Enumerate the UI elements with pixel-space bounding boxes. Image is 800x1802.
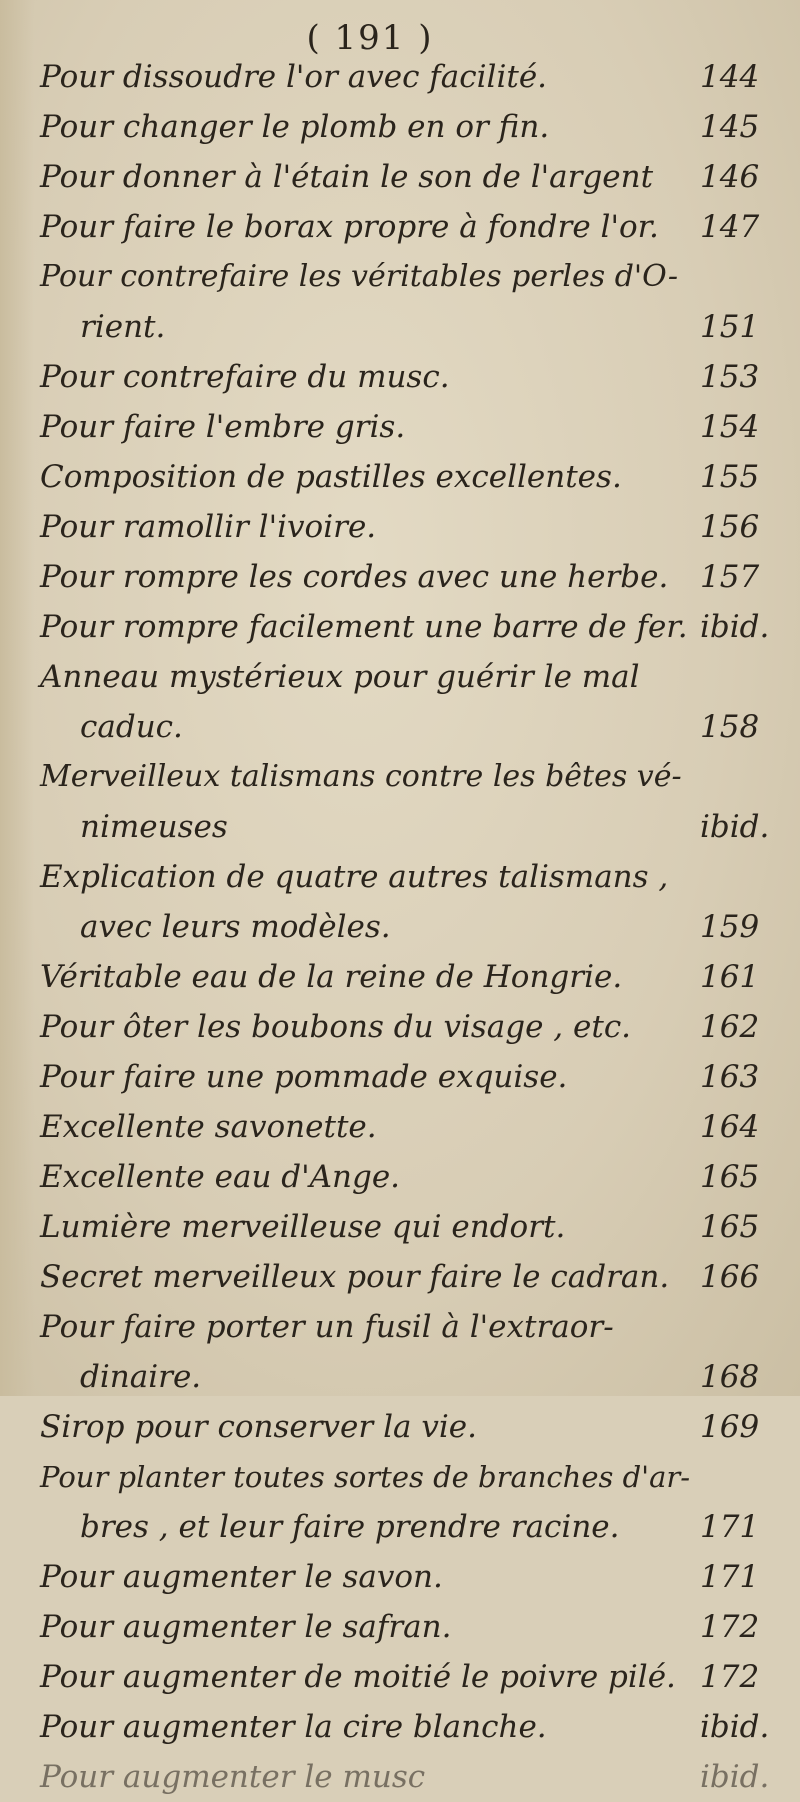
toc-entry-page: 169 xyxy=(700,1409,760,1445)
toc-entry xyxy=(0,1252,800,1302)
toc-entry xyxy=(0,1002,800,1052)
toc-entry xyxy=(0,1402,800,1452)
toc-entry-page: 157 xyxy=(700,559,760,595)
toc-entry xyxy=(0,852,800,902)
toc-entry xyxy=(0,452,800,502)
toc-entry-page: 163 xyxy=(700,1059,760,1095)
toc-entry-title: Pour faire porter un fusil à l'extraor- xyxy=(40,1309,614,1345)
toc-entry-title: Pour augmenter la cire blanche. xyxy=(40,1709,547,1745)
toc-entry xyxy=(0,802,800,852)
toc-entry-title: Pour faire le borax propre à fondre l'or. xyxy=(40,209,659,245)
toc-entry-title: Pour augmenter le savon. xyxy=(40,1559,443,1595)
toc-entry-title: Composition de pastilles excellentes. xyxy=(40,459,622,495)
toc-entry xyxy=(0,152,800,202)
toc-entry-title: Pour donner à l'étain le son de l'argent xyxy=(40,159,654,195)
toc-entry-title: Excellente savonette. xyxy=(40,1109,377,1145)
toc-entry xyxy=(0,102,800,152)
toc-entry xyxy=(0,1352,800,1402)
toc-entry xyxy=(0,402,800,452)
toc-entry-title: Merveilleux talismans contre les bêtes vé- xyxy=(40,759,682,794)
toc-entry-title: Lumière merveilleuse qui endort. xyxy=(40,1209,566,1245)
toc-entry-page: 164 xyxy=(700,1109,760,1145)
toc-entry xyxy=(0,202,800,252)
toc-entry-title: caduc. xyxy=(80,709,183,745)
toc-entry-page: 146 xyxy=(700,159,760,195)
toc-entry xyxy=(0,652,800,702)
toc-entry xyxy=(0,352,800,402)
toc-entry xyxy=(0,902,800,952)
toc-entry-title: Pour augmenter de moitié le poivre pilé. xyxy=(40,1659,676,1695)
toc-entry-page: ibid. xyxy=(700,1709,770,1745)
toc-entry-page: 154 xyxy=(700,409,760,445)
toc-entry xyxy=(0,1552,800,1602)
toc-entry xyxy=(0,1702,800,1752)
toc-entry-page: 165 xyxy=(700,1159,760,1195)
toc-entry xyxy=(0,702,800,752)
toc-entry xyxy=(0,52,800,102)
toc-entry xyxy=(0,602,800,652)
toc-entry-page: 172 xyxy=(700,1659,760,1695)
toc-entry-title: Secret merveilleux pour faire le cadran. xyxy=(40,1259,670,1295)
toc-entry-title: Pour augmenter le musc xyxy=(40,1759,426,1795)
toc-entry-title: Véritable eau de la reine de Hongrie. xyxy=(40,959,623,995)
toc-entry-page: 166 xyxy=(700,1259,760,1295)
toc-entry-page: 153 xyxy=(700,359,760,395)
toc-entry-title: dinaire. xyxy=(80,1359,202,1395)
table-of-contents xyxy=(0,52,800,1802)
toc-entry-page: ibid. xyxy=(700,809,770,845)
toc-entry-title: Pour planter toutes sortes de branches d'ar- xyxy=(40,1460,691,1494)
toc-entry xyxy=(0,1152,800,1202)
toc-entry-page: 168 xyxy=(700,1359,760,1395)
toc-entry xyxy=(0,302,800,352)
toc-entry-title: Pour faire l'embre gris. xyxy=(40,409,406,445)
toc-entry-page: 145 xyxy=(700,109,760,145)
toc-entry-page: 155 xyxy=(700,459,760,495)
toc-entry-title: Pour contrefaire du musc. xyxy=(40,359,450,395)
toc-entry-title: Pour faire une pommade exquise. xyxy=(40,1059,568,1095)
toc-entry-page: 156 xyxy=(700,509,760,545)
toc-entry xyxy=(0,1602,800,1652)
toc-entry-title: nimeuses xyxy=(80,809,228,845)
toc-entry-page: 171 xyxy=(700,1509,760,1545)
toc-entry-page: 144 xyxy=(700,59,760,95)
toc-entry xyxy=(0,1652,800,1702)
toc-entry-page: 159 xyxy=(700,909,760,945)
toc-entry-title: Explication de quatre autres talismans , xyxy=(40,859,669,895)
toc-entry xyxy=(0,1052,800,1102)
toc-entry-page: ibid. xyxy=(700,609,770,645)
toc-entry xyxy=(0,502,800,552)
toc-entry-title: rient. xyxy=(80,309,166,345)
toc-entry-title: Pour ôter les boubons du visage , etc. xyxy=(40,1009,632,1045)
toc-entry-page: 162 xyxy=(700,1009,760,1045)
toc-entry xyxy=(0,1302,800,1352)
toc-entry-title: Excellente eau d'Ange. xyxy=(40,1159,401,1195)
toc-entry-title: Sirop pour conserver la vie. xyxy=(40,1409,477,1445)
toc-entry-title: Pour ramollir l'ivoire. xyxy=(40,509,377,545)
toc-entry-page: ibid. xyxy=(700,1759,770,1795)
toc-entry-title: Pour contrefaire les véritables perles d'O- xyxy=(40,259,678,294)
toc-entry-page: 161 xyxy=(700,959,760,995)
page-number: ( 191 ) xyxy=(306,18,434,58)
toc-entry xyxy=(0,952,800,1002)
toc-entry-page: 147 xyxy=(700,209,760,245)
toc-entry-title: Pour changer le plomb en or fin. xyxy=(40,109,550,145)
toc-entry xyxy=(0,1502,800,1552)
toc-entry-title: Anneau mystérieux pour guérir le mal xyxy=(40,659,640,695)
toc-entry-title: Pour rompre les cordes avec une herbe. xyxy=(40,559,669,595)
toc-entry-page: 171 xyxy=(700,1559,760,1595)
toc-entry-page: 151 xyxy=(700,309,760,345)
toc-entry xyxy=(0,1452,800,1502)
toc-entry-page: 172 xyxy=(700,1609,760,1645)
toc-entry-title: Pour rompre facilement une barre de fer. xyxy=(40,609,688,645)
toc-entry xyxy=(0,552,800,602)
toc-entry-page: 158 xyxy=(700,709,760,745)
toc-entry-page: 165 xyxy=(700,1209,760,1245)
toc-entry-title: bres , et leur faire prendre racine. xyxy=(80,1509,620,1545)
toc-entry xyxy=(0,252,800,302)
toc-entry-title: Pour augmenter le safran. xyxy=(40,1609,452,1645)
toc-entry xyxy=(0,1102,800,1152)
toc-entry-title: avec leurs modèles. xyxy=(80,909,391,945)
toc-entry xyxy=(0,1752,800,1802)
toc-entry-title: Pour dissoudre l'or avec facilité. xyxy=(40,59,548,95)
toc-entry xyxy=(0,1202,800,1252)
toc-entry xyxy=(0,752,800,802)
